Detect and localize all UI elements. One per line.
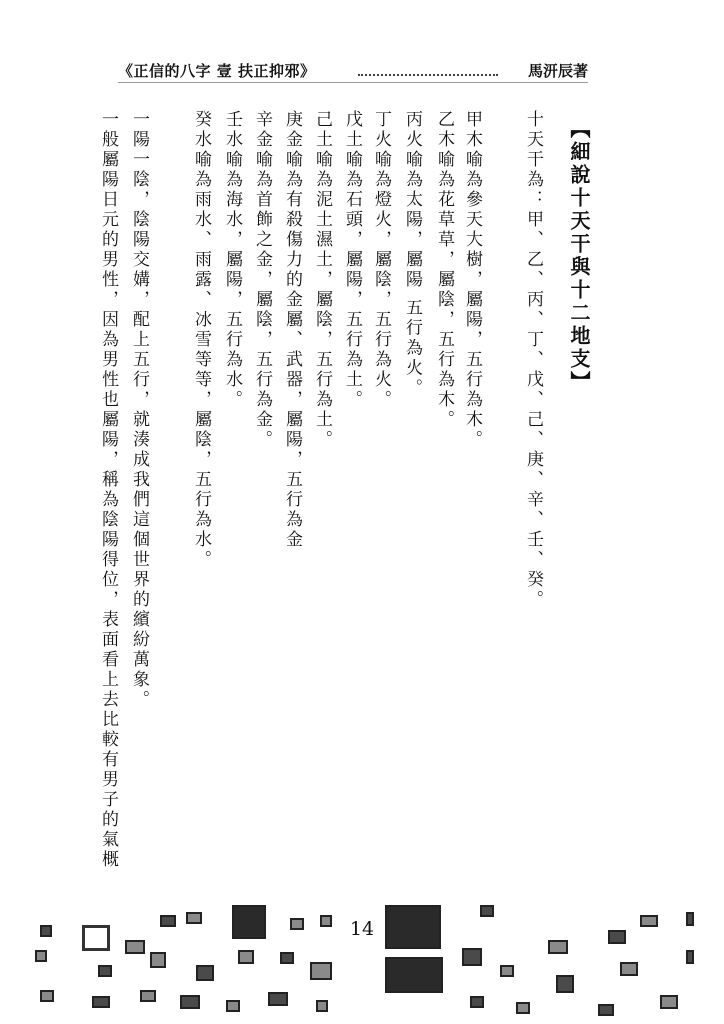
text-column-xin: 辛金喻為首飾之金，屬陰，五行為金。 xyxy=(252,110,272,450)
text-column-yin-yang: 一陽一陰，陰陽交媾，配上五行，就湊成我們這個世界的繽紛萬象。 xyxy=(129,110,149,710)
text-column-ren: 壬水喻為海水，屬陽，五行為水。 xyxy=(222,110,242,410)
text-column-wu: 戊土喻為石頭，屬陽，五行為土。 xyxy=(342,110,362,410)
text-column-gui: 癸水喻為雨水、雨露、冰雪等等，屬陰，五行為水。 xyxy=(191,110,211,570)
page-number: 14 xyxy=(349,918,375,940)
header-divider xyxy=(118,82,588,83)
text-column-stems-list: 十天干為：甲、乙、丙、丁、戊、己、庚、辛、壬、癸。 xyxy=(523,110,543,610)
text-column-geng: 庚金喻為有殺傷力的金屬、武器，屬陽，五行為金 xyxy=(282,110,302,550)
text-column-ji: 己土喻為泥土濕土，屬陰，五行為土。 xyxy=(312,110,332,450)
book-title: 《正信的八字 壹 扶正抑邪》 xyxy=(118,62,316,80)
text-column-yi: 乙木喻為花草草，屬陰，五行為木。 xyxy=(434,110,454,430)
text-column-jia: 甲木喻為參天大樹，屬陽，五行為木。 xyxy=(462,110,482,450)
text-column-bing: 丙火喻為太陽，屬陽 五行為火。 xyxy=(402,110,422,399)
header-dotted-rule xyxy=(358,74,498,76)
running-header xyxy=(118,58,588,82)
book-author: 馬汧辰著 xyxy=(527,62,588,80)
text-column-ding: 丁火喻為燈火，屬陰，五行為火。 xyxy=(371,110,391,410)
section-heading: 【細說十天干與十二地支】 xyxy=(567,118,591,394)
text-column-male-yang: 一般屬陽日元的男性，因為男性也屬陽，稱為陰陽得位，表面看上去比較有男子的氣概 xyxy=(98,110,118,870)
